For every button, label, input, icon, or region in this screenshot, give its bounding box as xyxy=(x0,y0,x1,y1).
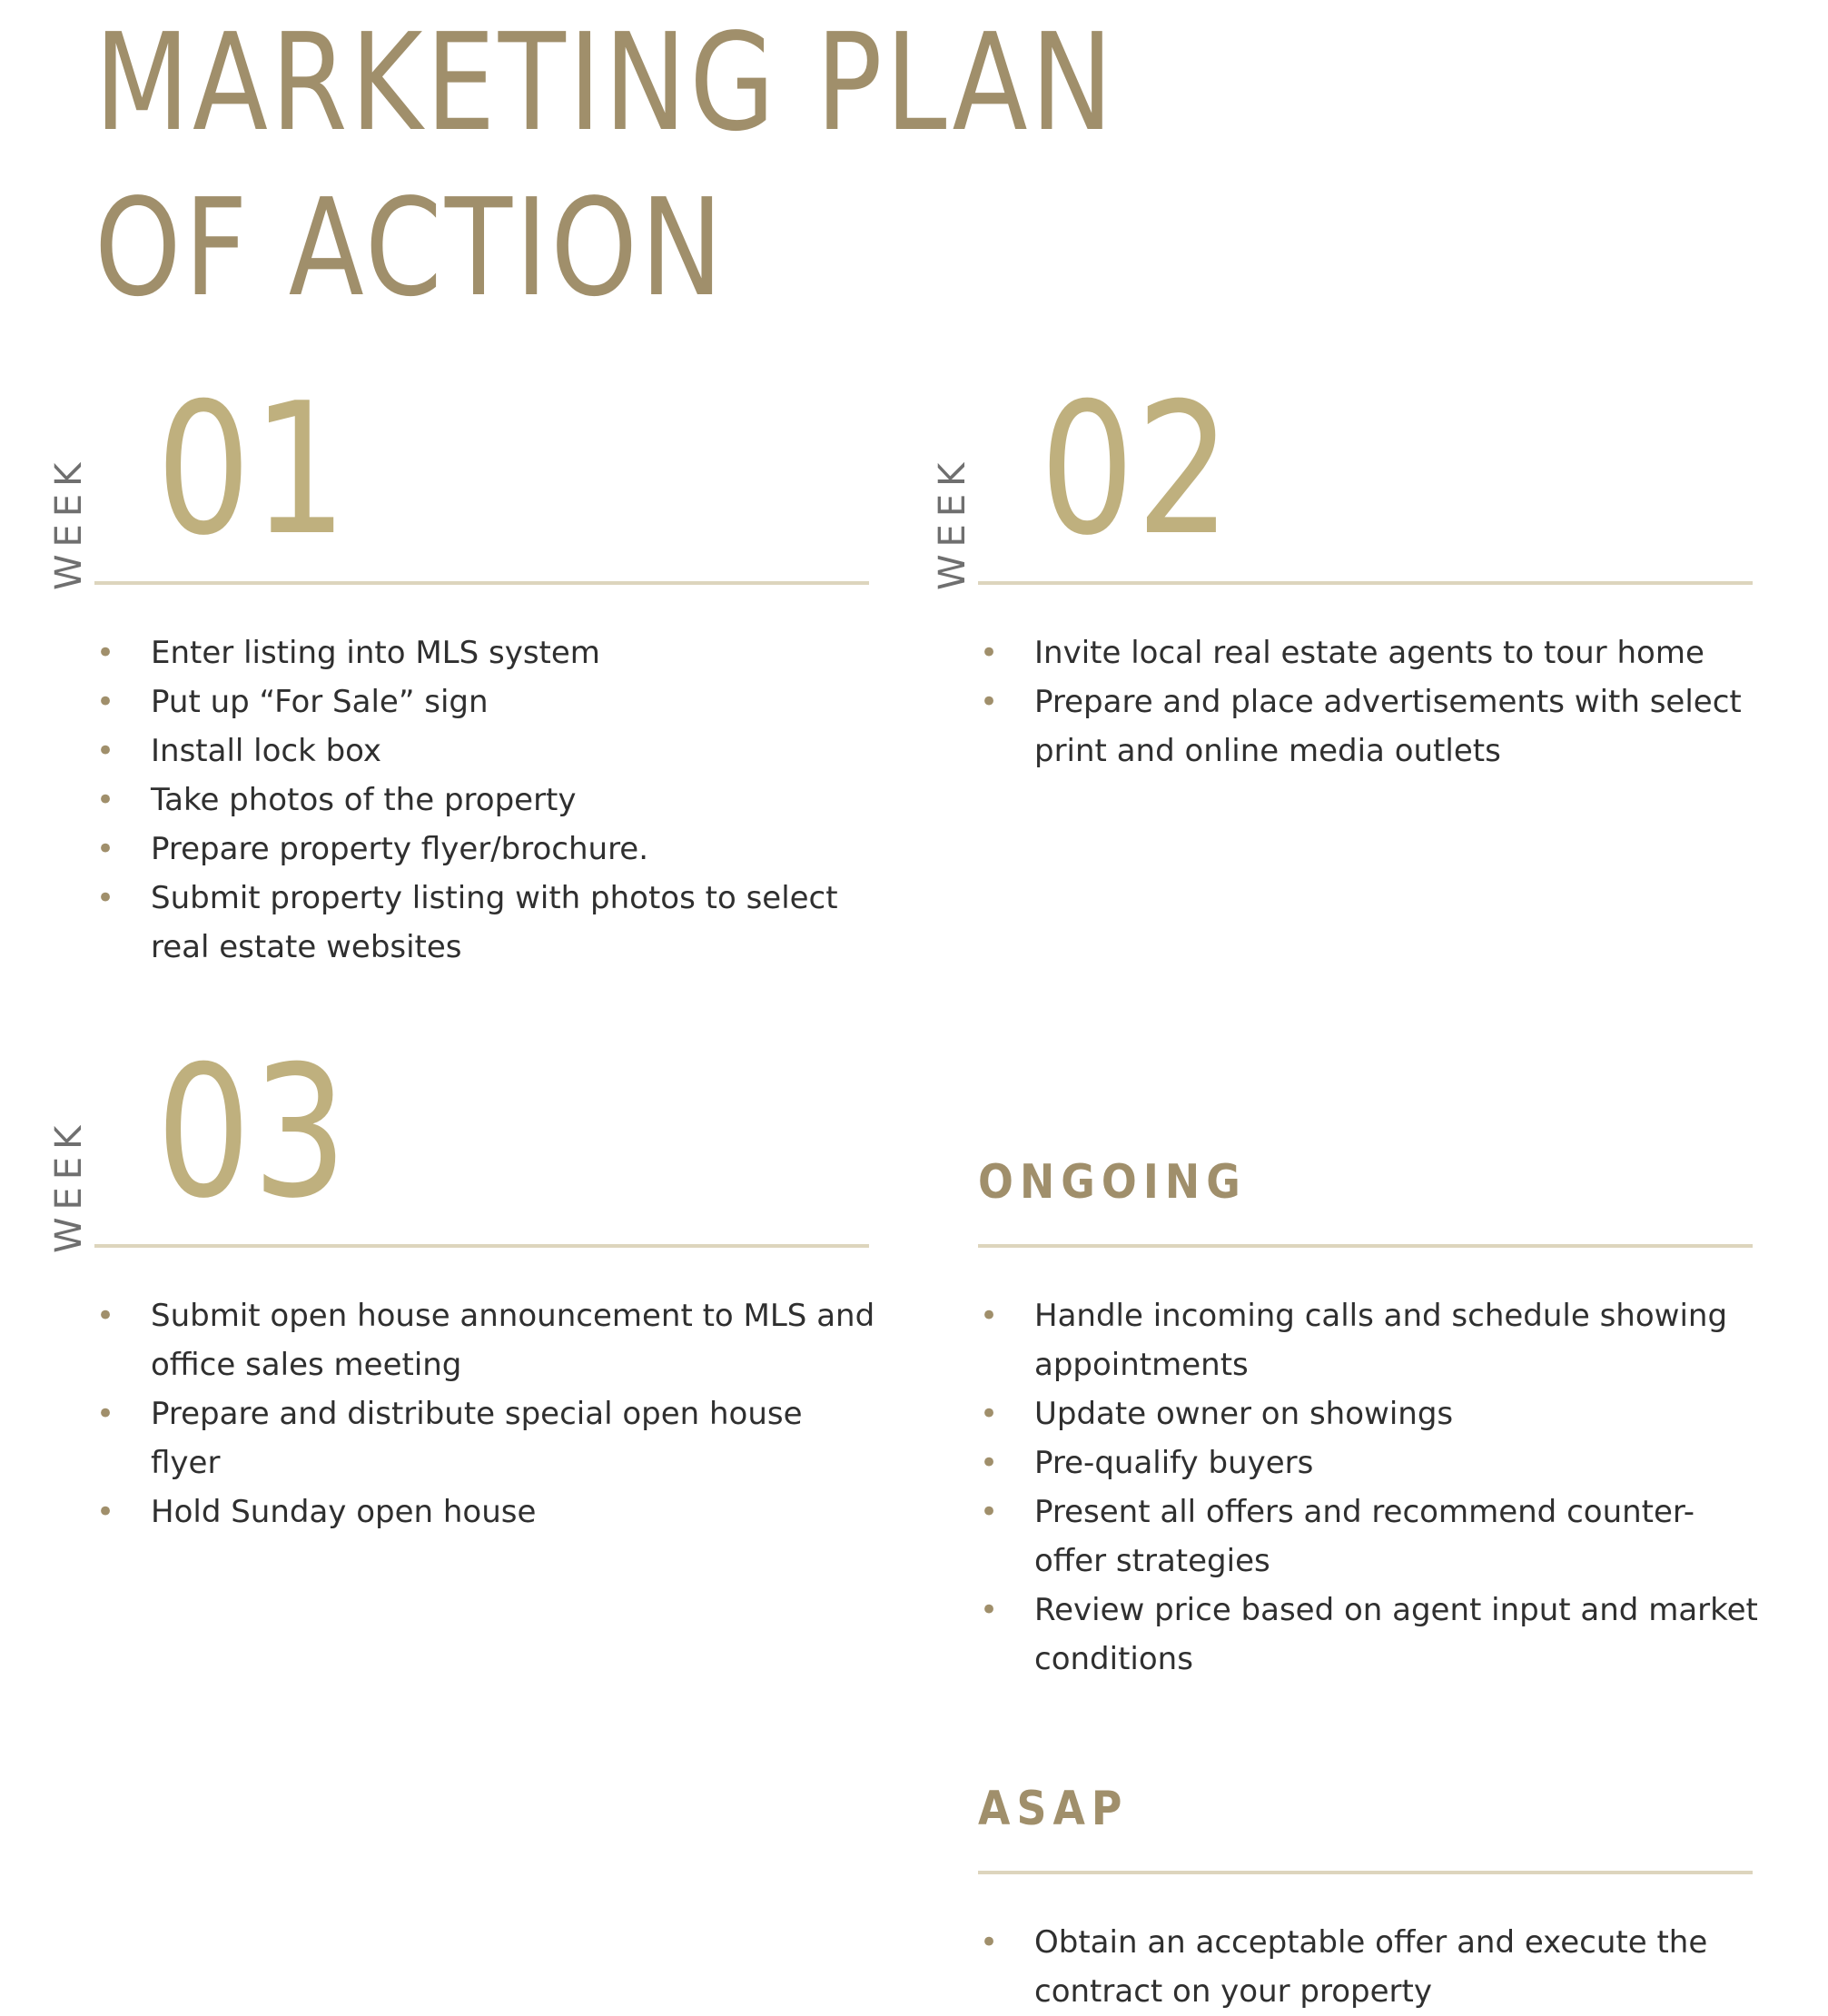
ongoing-task-list xyxy=(978,1291,1758,1684)
week-01-header xyxy=(48,364,869,590)
bullet-icon: • xyxy=(96,782,115,818)
list-item xyxy=(94,825,877,874)
bullet-icon: • xyxy=(96,635,115,671)
list-item xyxy=(94,628,877,677)
list-item xyxy=(978,628,1761,677)
list-item xyxy=(978,1586,1761,1684)
list-item-text: Install lock box xyxy=(151,733,382,769)
list-item xyxy=(978,1918,1761,2016)
bullet-icon: • xyxy=(980,1592,999,1628)
list-item xyxy=(978,1487,1761,1586)
bullet-icon: • xyxy=(96,1396,115,1432)
week-label: WEEK xyxy=(48,455,90,590)
week-label: WEEK xyxy=(48,1118,90,1253)
list-item-text: Invite local real estate agents to tour home xyxy=(1034,635,1704,671)
list-item-text: Prepare and place advertisements with select print and online media outlets xyxy=(1034,684,1742,769)
week-02-section xyxy=(932,364,1753,776)
week-number: 01 xyxy=(156,364,349,576)
list-item xyxy=(978,677,1761,776)
list-item-text: Submit open house announcement to MLS and office sales meeting xyxy=(151,1298,875,1383)
ongoing-heading: ONGOING xyxy=(978,1155,1247,1210)
list-item-text: Update owner on showings xyxy=(1034,1396,1454,1432)
section-divider xyxy=(978,1244,1753,1248)
list-item xyxy=(978,1389,1761,1438)
bullet-icon: • xyxy=(980,1298,999,1334)
section-divider xyxy=(978,1871,1753,1874)
list-item-text: Pre-qualify buyers xyxy=(1034,1445,1314,1481)
bullet-icon: • xyxy=(980,684,999,720)
list-item-text: Present all offers and recommend counter-offer strategies xyxy=(1034,1494,1695,1579)
week-label: WEEK xyxy=(932,455,973,590)
week-03-section xyxy=(48,1027,875,1537)
section-divider xyxy=(978,581,1753,585)
bullet-icon: • xyxy=(96,880,115,916)
list-item xyxy=(94,874,877,972)
list-item-text: Review price based on agent input and market conditions xyxy=(1034,1592,1758,1677)
bullet-icon: • xyxy=(96,831,115,867)
bullet-icon: • xyxy=(980,1494,999,1530)
list-item xyxy=(94,776,877,825)
list-item-text: Put up “For Sale” sign xyxy=(151,684,489,720)
asap-header xyxy=(978,1707,1753,1871)
week-number: 02 xyxy=(1040,364,1232,576)
page-title-line-2: OF ACTION xyxy=(94,170,726,326)
list-item-text: Obtain an acceptable offer and execute the contract on your property xyxy=(1034,1924,1708,2010)
list-item-text: Hold Sunday open house xyxy=(151,1494,537,1530)
page-title-line-1: MARKETING PLAN xyxy=(94,5,1116,161)
week-02-header xyxy=(932,364,1753,590)
list-item xyxy=(94,1389,877,1487)
list-item xyxy=(978,1291,1761,1389)
ongoing-header xyxy=(978,1044,1753,1244)
list-item xyxy=(94,677,877,726)
asap-task-list xyxy=(978,1918,1753,2016)
bullet-icon: • xyxy=(96,684,115,720)
bullet-icon: • xyxy=(96,733,115,769)
list-item xyxy=(94,1487,877,1537)
list-item-text: Take photos of the property xyxy=(151,782,577,818)
list-item-text: Handle incoming calls and schedule showing appointments xyxy=(1034,1298,1728,1383)
list-item-text: Prepare and distribute special open house flyer xyxy=(151,1396,803,1481)
asap-heading: ASAP xyxy=(978,1782,1129,1836)
week-03-header xyxy=(48,1027,869,1253)
list-item xyxy=(94,1291,877,1389)
week-01-section xyxy=(48,364,869,972)
page-title xyxy=(94,0,1116,331)
list-item-text: Submit property listing with photos to select real estate websites xyxy=(151,880,838,965)
section-divider xyxy=(94,581,869,585)
list-item-text: Enter listing into MLS system xyxy=(151,635,600,671)
list-item-text: Prepare property flyer/brochure. xyxy=(151,831,649,867)
list-item xyxy=(94,726,877,776)
week-03-task-list xyxy=(94,1291,875,1537)
bullet-icon: • xyxy=(980,1445,999,1481)
bullet-icon: • xyxy=(96,1298,115,1334)
asap-section xyxy=(978,1707,1753,2016)
bullet-icon: • xyxy=(96,1494,115,1530)
week-02-task-list xyxy=(978,628,1753,776)
week-number: 03 xyxy=(156,1027,349,1239)
week-01-task-list xyxy=(94,628,869,972)
section-divider xyxy=(94,1244,869,1248)
bullet-icon: • xyxy=(980,635,999,671)
bullet-icon: • xyxy=(980,1924,999,1961)
bullet-icon: • xyxy=(980,1396,999,1432)
ongoing-section xyxy=(978,1044,1758,1684)
list-item xyxy=(978,1438,1761,1487)
